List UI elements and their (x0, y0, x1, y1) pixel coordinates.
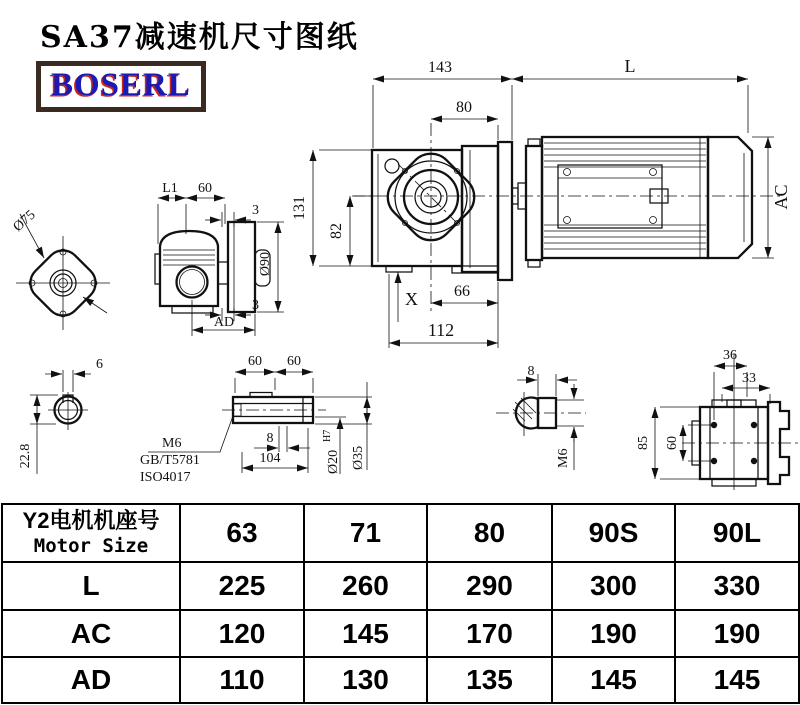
col-header-90s: 90S (552, 504, 675, 562)
col-header-90l: 90L (675, 504, 799, 562)
dim-33-label: 33 (742, 371, 756, 386)
rear-mount-view (636, 348, 798, 490)
dim-80-label: 80 (456, 99, 472, 116)
value-cell: 170 (427, 610, 552, 657)
value-cell: 145 (552, 657, 675, 703)
dim-66-label: 66 (454, 283, 470, 300)
value-cell: 190 (552, 610, 675, 657)
housing-hole (385, 159, 399, 173)
motor-shaft-key-view (496, 364, 586, 470)
value-cell: 190 (675, 610, 799, 657)
note-iso-standard-label: ISO4017 (140, 470, 191, 485)
dim-6-label: 6 (96, 357, 103, 372)
table-row-L (2, 562, 799, 610)
value-cell: 290 (427, 562, 552, 610)
row-label-AD: AD (2, 657, 180, 703)
value-cell: 330 (675, 562, 799, 610)
header-cn: Y2电机机座号 (22, 508, 160, 533)
dim-d35-label: Ø35 (351, 445, 366, 470)
value-cell: 135 (427, 657, 552, 703)
main-assembly-view (291, 56, 791, 348)
dim-112-label: 112 (427, 320, 455, 340)
dim-key-8-label: 8 (527, 364, 535, 379)
value-cell: 300 (552, 562, 675, 610)
shaft-cross-section-view (18, 357, 103, 474)
note-m6-label: M6 (162, 436, 182, 451)
dim-22-8-label: 22.8 (18, 443, 33, 469)
dim-60a-label: 60 (248, 354, 262, 369)
col-header-63: 63 (180, 504, 304, 562)
brand-logo-text: BOSERL (51, 67, 191, 103)
dim-L-label: L (624, 56, 636, 76)
header-en: Motor Size (33, 535, 149, 557)
dim-104-label: 104 (259, 451, 281, 466)
dim-X-label: X (405, 289, 418, 309)
row-label-L: L (2, 562, 180, 610)
motor-size-header-cell (2, 504, 180, 562)
col-header-80: 80 (427, 504, 552, 562)
note-gb-standard-label: GB/T5781 (140, 453, 200, 468)
dim-d75-label: Ø75 (10, 207, 39, 235)
gearbox-top-view (155, 181, 284, 336)
dim-36-label: 36 (723, 348, 737, 363)
dim-60-rear-label: 60 (665, 436, 680, 450)
value-cell: 130 (304, 657, 427, 703)
dim-key-m6-label: M6 (556, 448, 571, 468)
dim-85-label: 85 (636, 436, 651, 450)
dim-d90-label: Ø90 (258, 251, 273, 277)
table-row-AC (2, 610, 799, 657)
dim-3-top-label: 3 (252, 203, 259, 218)
value-cell: 120 (180, 610, 304, 657)
dim-L1-label: L1 (162, 181, 178, 196)
dim-AC-label: AC (771, 184, 791, 210)
table-header-row (2, 504, 799, 562)
hollow-shaft-view (140, 354, 372, 485)
dim-131-label: 131 (291, 196, 308, 220)
dim-60-top-label: 60 (198, 181, 212, 196)
dimension-table (1, 503, 800, 704)
dim-AD-label: AD (213, 315, 235, 330)
value-cell: 260 (304, 562, 427, 610)
dim-3-bottom-label: 3 (252, 298, 259, 313)
page-title: SA37减速机尺寸图纸 (40, 20, 359, 55)
dim-82-label: 82 (328, 223, 345, 239)
dim-60b-label: 60 (287, 354, 301, 369)
output-flange-view (11, 208, 110, 330)
value-cell: 110 (180, 657, 304, 703)
value-cell: 145 (304, 610, 427, 657)
col-header-71: 71 (304, 504, 427, 562)
dim-d20-label: Ø20 (326, 449, 341, 474)
row-label-AC: AC (2, 610, 180, 657)
table-row-AD (2, 657, 799, 703)
dim-d20-tolerance-label: H7 (322, 429, 333, 442)
dim-8-label: 8 (266, 431, 274, 446)
dim-143-label: 143 (428, 59, 452, 76)
value-cell: 225 (180, 562, 304, 610)
value-cell: 145 (675, 657, 799, 703)
